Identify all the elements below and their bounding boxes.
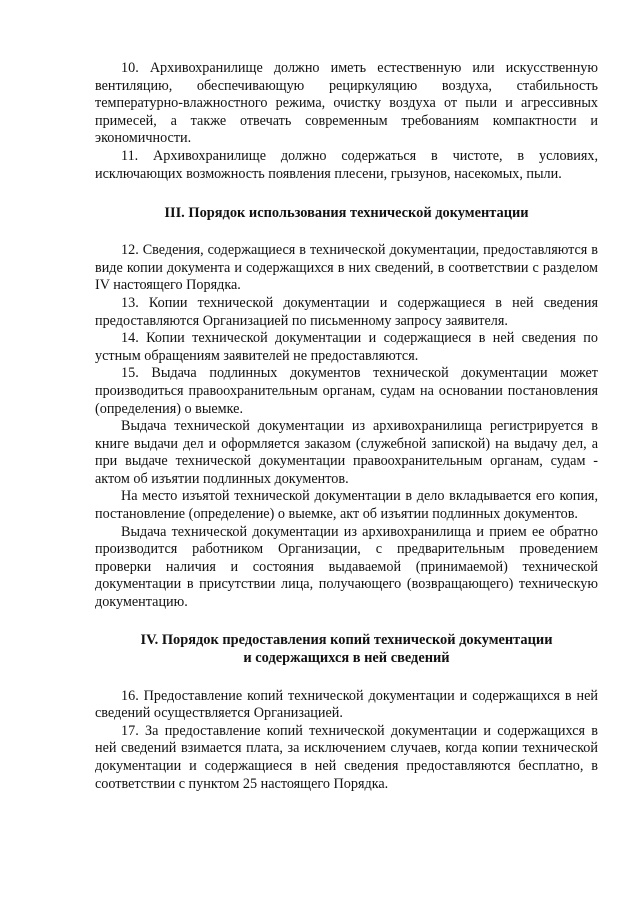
section-4-heading <box>95 631 598 667</box>
document-page <box>95 60 598 793</box>
paragraph-12: 12. Сведения, содержащиеся в технической документации, предоставляются в виде копии документа и содержащихся в них сведений, в соответствии с разделом IV настоящего Порядка. <box>95 242 598 294</box>
paragraph-13: 13. Копии технической документации и содержащиеся в ней сведения предоставляются Организацией по письменному запросу заявителя. <box>95 294 598 329</box>
section-3-heading: III. Порядок использования технической документации <box>164 205 529 222</box>
paragraph-14: 14. Копии технической документации и содержащиеся в ней сведения по устным обращениям заявителей не предоставляются. <box>95 330 598 364</box>
paragraph-17: 17. За предоставление копий технической документации и содержащихся в ней сведений взимается плата, за исключением случаев, когда копии технической документации и содержащиеся в ней сведения предоставляются бесплатно, в соответствии с пунктом 25 настоящего Порядка. <box>95 722 598 792</box>
paragraph-11: 11. Архивохранилище должно содержаться в чистоте, в условиях, исключающих возможность появления плесени, грызунов, насекомых, пыли. <box>95 147 598 182</box>
paragraph-15-replacement: На место изъятой технической документации в дело вкладывается его копия, постановление (определение) о выемке, акт об изъятии подлинных документов. <box>95 488 598 523</box>
paragraph-15: 15. Выдача подлинных документов технической документации может производиться правоохранительным органам, судам на основании постановления (определения) о выемке. <box>95 365 598 417</box>
paragraph-15-procedure: Выдача технической документации из архивохранилища и прием ее обратно производится работником Организации, с предварительным проведением проверки наличия и состояния выдаваемой (принимаемой) технической документации в присутствии лица, получающего (возвращающего) техническую документацию. <box>95 523 598 611</box>
section-4-heading-line-1: IV. Порядок предоставления копий технической документации <box>140 631 553 648</box>
section-4-heading-line-2: и содержащихся в ней сведений <box>243 649 450 666</box>
paragraph-10: 10. Архивохранилище должно иметь естественную или искусственную вентиляцию, обеспечивающую рециркуляцию воздуха, стабильность температурно-влажностного режима, очистку воздуха от пыли и агрессивных примесей, а также отвечать современным требованиям компактности и экономичности. <box>95 60 598 147</box>
paragraph-16: 16. Предоставление копий технической документации и содержащихся в ней сведений осуществляется Организацией. <box>95 687 598 722</box>
paragraph-15-issue: Выдача технической документации из архивохранилища регистрируется в книге выдачи дел и оформляется заказом (служебной запиской) на выдачу дел, а при выдаче технической документации правоохранительным органам, судам - актом об изъятии подлинных документов. <box>95 418 598 487</box>
